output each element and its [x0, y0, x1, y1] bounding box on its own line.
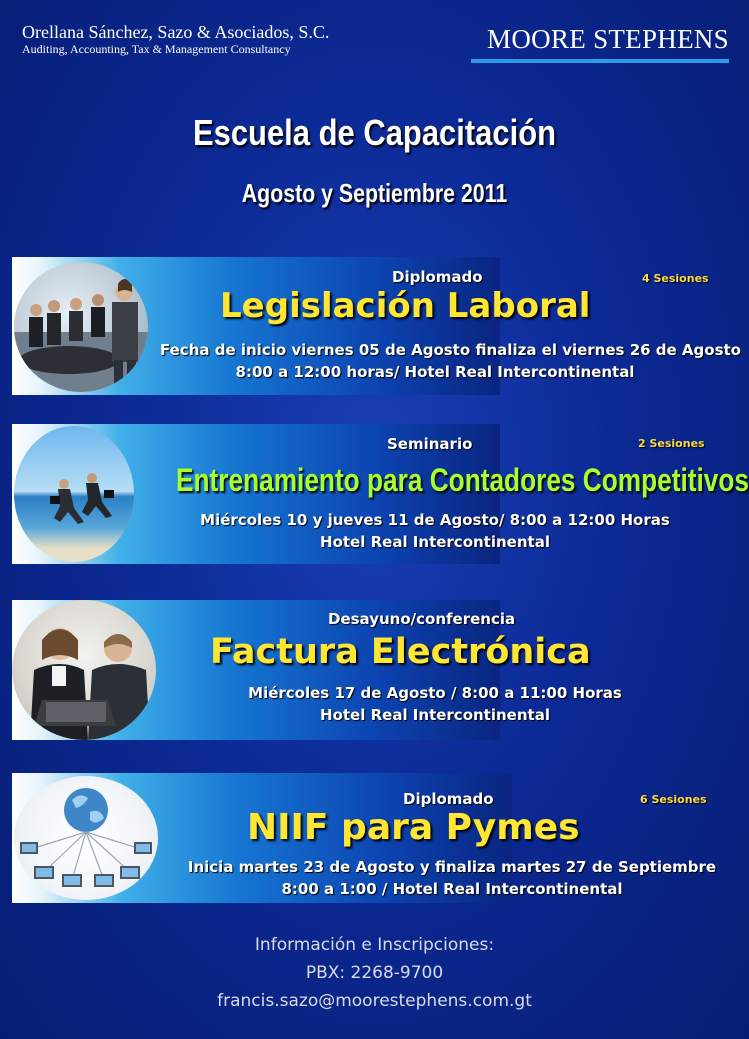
event-sessions-2: 2 Sesiones [638, 437, 705, 450]
firm-header [22, 22, 329, 56]
event-course-4: NIIF para Pymes [247, 807, 580, 848]
globe-network-laptops-illustration-icon [14, 776, 158, 900]
contact-info [0, 931, 749, 1015]
event-detail-2 [160, 509, 710, 553]
page-title: Escuela de Capacitación [192, 112, 557, 153]
contact-email[interactable]: francis.sazo@moorestephens.com.gt [217, 991, 532, 1011]
event-line2-3: Hotel Real Intercontinental [320, 706, 550, 724]
brand-underline [471, 59, 729, 63]
event-type-4: Diplomado [403, 790, 494, 808]
event-line2-1: 8:00 a 12:00 horas/ Hotel Real Intercontinental [235, 363, 635, 381]
event-type-1: Diplomado [392, 268, 483, 286]
event-type-3: Desayuno/conferencia [328, 610, 516, 628]
contact-heading: Información e Inscripciones: [254, 935, 495, 955]
event-course-2: Entrenamiento para Contadores Competitivos [176, 462, 749, 498]
event-line1-4: Inicia martes 23 de Agosto y finaliza martes 27 de Septiembre [187, 858, 717, 876]
event-detail-3 [160, 682, 710, 726]
contact-phone: PBX: 2268-9700 [305, 963, 444, 983]
business-people-laptop-photo-icon [12, 600, 156, 740]
brand-name: MOORE STEPHENS [487, 24, 729, 54]
event-detail-4 [172, 856, 732, 900]
event-detail-1 [160, 339, 741, 383]
event-course-3: Factura Electrónica [210, 632, 591, 672]
event-line1-1: Fecha de inicio viernes 05 de Agosto finaliza el viernes 26 de Agosto [160, 341, 741, 359]
event-sessions-1: 4 Sesiones [642, 272, 709, 285]
page-subtitle: Agosto y Septiembre 2011 [241, 178, 508, 208]
event-sessions-4: 6 Sesiones [640, 793, 707, 806]
event-course-1: Legislación Laboral [220, 286, 591, 326]
event-line1-2: Miércoles 10 y jueves 11 de Agosto/ 8:00 a 12:00 Horas [200, 511, 670, 529]
business-meeting-photo-icon [14, 262, 148, 392]
firm-name: Orellana Sánchez, Sazo & Asociados, S.C. [22, 22, 330, 42]
event-type-2: Seminario [387, 435, 473, 453]
brand-logo [471, 24, 729, 63]
firm-tagline: Auditing, Accounting, Tax & Management Consultancy [22, 42, 291, 56]
businessmen-running-beach-photo-icon [14, 426, 134, 562]
event-line2-2: Hotel Real Intercontinental [320, 533, 550, 551]
event-line1-3: Miércoles 17 de Agosto / 8:00 a 11:00 Horas [248, 684, 622, 702]
event-line2-4: 8:00 a 1:00 / Hotel Real Intercontinental [281, 880, 623, 898]
